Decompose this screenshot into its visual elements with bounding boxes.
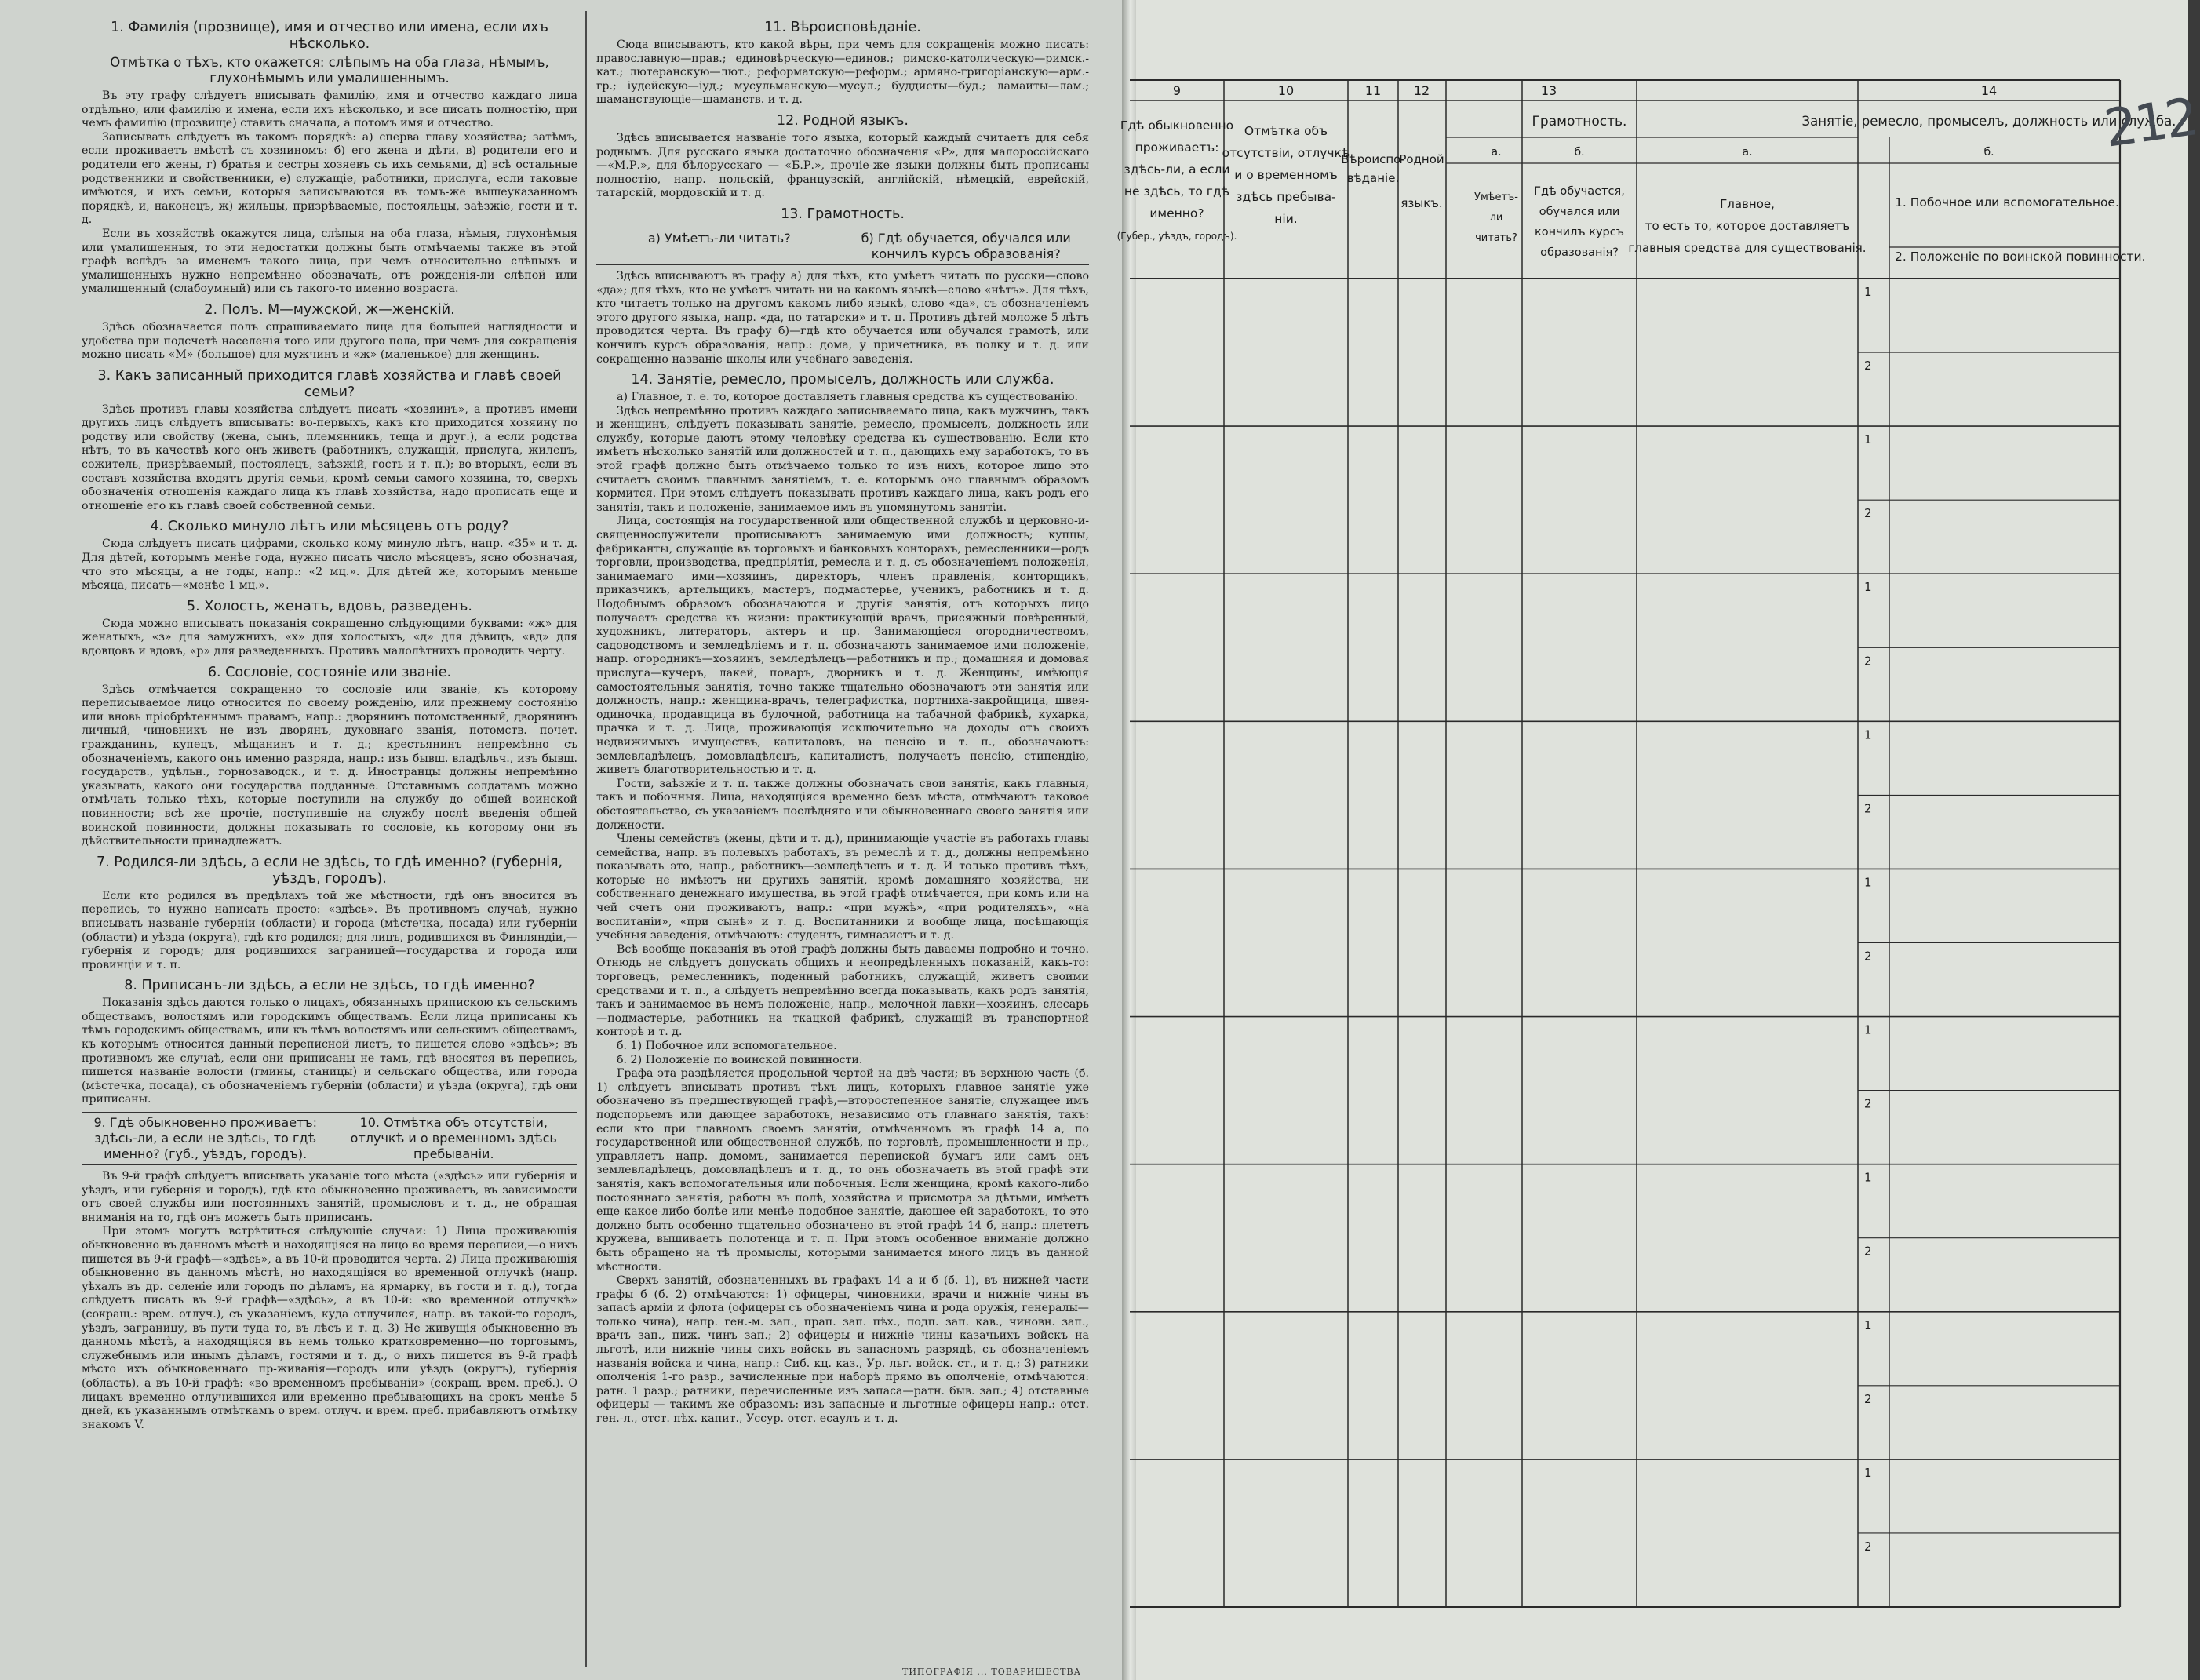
paired-heading-cell: а) Умѣетъ-ли читать?: [647, 230, 791, 246]
col13b-text-line: образованія?: [1540, 246, 1619, 259]
printer-footer: ТИПОГРАФІЯ ... ТОВАРИЩЕСТВА: [902, 1667, 1081, 1677]
section-heading: 6. Сословіе, состояніе или званіе.: [207, 664, 452, 680]
row-subline-marker: 1: [1864, 432, 1872, 447]
row-subline-marker: 2: [1864, 1391, 1872, 1406]
col9-header-line: здѣсь-ли, а если: [1124, 162, 1230, 177]
instruction-item: б. 1) Побочное или вспомогательное.: [617, 1040, 837, 1052]
col10-header-line: отсутствіи, отлучкѣ: [1222, 146, 1350, 160]
col9-header-line: (Губер., уѣздъ, городъ).: [1116, 231, 1237, 242]
column-number: 11: [1364, 83, 1382, 98]
section-heading: 13. Грамотность.: [781, 206, 905, 222]
section-heading: 1. Фамилія (прозвище), имя и отчество или имена, если ихъ нѣсколько.: [111, 20, 548, 52]
row-subline-marker: 2: [1864, 359, 1872, 374]
column-number: 12: [1413, 83, 1430, 98]
instruction-paragraph: Всѣ вообще показанія въ этой графѣ должны быть даваемы подробно и точно. Отнюдь не слѣдуетъ допускать общихъ и неопредѣленныхъ показаній, какъ-то: торговецъ, ремесленникъ, поденный работникъ, служащій, живетъ своими средствами и т. п., а слѣдуетъ непремѣнно всегда показывать, какъ родъ занятія, такъ и занимаемое въ немъ положеніе, напр., мелочной лавки—хозяинъ, слесарь—подмастерье, работникъ на ткацкой фабрикѣ, служащій въ транспортной конторѣ и т. д.: [596, 942, 1089, 1039]
section-heading: 14. Занятіе, ремесло, промыселъ, должность или служба.: [631, 372, 1054, 388]
column-number: 14: [1980, 83, 1998, 98]
row-subline-marker: 1: [1864, 1317, 1872, 1332]
col11-header-line: вѣданіе.: [1346, 171, 1400, 185]
paired-heading-cell: 10. Отмѣтка объ отсутствіи, отлучкѣ и о временномъ здѣсь пребываніи.: [330, 1113, 578, 1164]
row-subline-marker: 1: [1864, 580, 1872, 595]
row-subline-marker: 2: [1864, 1244, 1872, 1259]
row-subline-marker: 2: [1864, 506, 1872, 521]
col12-header-line: Родной: [1399, 152, 1444, 166]
section-heading: 12. Родной языкъ.: [777, 112, 909, 129]
instruction-paragraph: Если въ хозяйствѣ окажутся лица, слѣпыя на оба глаза, нѣмыя, глухонѣмыя или умалишенныя, то эти недостатки должны быть отмѣчаемы также въ этой графѣ вслѣдъ за именемъ такого лица, при чемъ относительно слѣпыхъ и умалишенныхъ нужно непремѣнно обозначать, отъ рожденія-ли слѣпой или умалишенный (слабоумный) или съ такого-то именно возраста.: [82, 227, 577, 296]
col13a-text-line: читать?: [1475, 232, 1517, 244]
handwritten-page-number: 212: [2100, 86, 2200, 159]
col14b2-header: 2. Положеніе по воинской повинности.: [1895, 250, 2146, 264]
row-subline-marker: 1: [1864, 1465, 1872, 1480]
instruction-paragraph: Записывать слѣдуетъ въ такомъ порядкѣ: а) сперва главу хозяйства; затѣмъ, если проживаетъ вмѣстѣ съ хозяиномъ: б) его жена и дѣти, в) родители его и родители его жены, г) братья и сестры хозяевъ съ ихъ семьями, д) всѣ остальные родственники и свойственники, е) служащіе, работники, прислуга, если таковые имѣются, и ихъ семьи, которыя записываются въ томъ-же вышеуказанномъ порядкѣ, и, наконецъ, ж) жильцы, призрѣваемые, постояльцы, заѣзжіе, гости и т. д.: [82, 130, 577, 227]
section-heading: 4. Сколько минуло лѣтъ или мѣсяцевъ отъ роду?: [150, 519, 509, 535]
instruction-paragraph: Сверхъ занятій, обозначенныхъ въ графахъ 14 а и б (б. 1), въ нижней части графы б (б. 2) отмѣчаются: 1) офицеры, чиновники, врачи и нижніе чины въ запасѣ арміи и флота (офицеры съ обозначеніемъ чина и рода оружія, генералы—только чина), напр. ген.-м. зап., прап. зап. пѣх., подп. зап. кав., чиновн. зап., врачъ зап., пиж. чинъ зап.; 2) офицеры и нижніе чины казачьихъ войскъ на льготѣ, или нижніе чины сихъ войскъ въ запасномъ разрядѣ, съ обозначеніемъ названія войска и чина, напр.: Сиб. кц. каз., Ур. льг. войск. ст., и т. д.; 3) ратники ополченія 1-го разр., зачисленные при наборѣ прямо въ ополченіе, отмѣчаются: ратн. 1 разр.; ратники, перечисленные изъ запаса—ратн. быв. зап.; 4) отставные офицеры — такимъ же образомъ: изъ запасные и льготные офицеры напр.: отст. ген.-л., отст. пѣх. капит., Уссур. отст. есаулъ и т. д.: [596, 1274, 1089, 1426]
col13a-text-line: Умѣетъ-: [1474, 191, 1518, 203]
instruction-paragraph: Здѣсь вписывается названіе того языка, который каждый считаетъ для себя роднымъ. Для русскаго языка достаточно обозначенія «Р», для малороссійскаго—«М.Р.», для бѣлорусскаго — «Б.Р.», прочіе-же языки должны быть прописаны полностію, напр. польскій, французскій, англійскій, нѣмецкій, еврейскій, татарскій, мордовскій и т. д.: [596, 131, 1089, 200]
row-subline-marker: 1: [1864, 875, 1872, 890]
col13b-text-line: обучался или: [1539, 206, 1620, 218]
instruction-paragraph: Лица, состоящія на государственной или общественной службѣ и церковно-и-священнослужители прописываютъ занимаемую ими должность; купцы, фабриканты, служащіе въ торговыхъ и банковыхъ конторахъ, ремесленники—родъ торговли, производства, предпріятія, ремесла и т. д. съ обозначеніемъ положенія, занимаемаго ими—хозяинъ, директоръ, членъ правленія, конторщикъ, приказчикъ, артельщикъ, мастеръ, подмастерье, ученикъ, работникъ и т. д. Подобнымъ образомъ обозначаются и другія занятія, отъ которыхъ лицо получаетъ средства къ жизни: практикующій врачъ, присяжный повѣренный, художникъ, литераторъ, актеръ и пр. Занимающіеся огородничествомъ, садоводствомъ и земледѣліемъ и т. п. обозначаютъ занимаемое ими положеніе, напр. огородникъ—хозяинъ, земледѣлецъ—работникъ и пр.; домашняя и домовая прислуга—кучеръ, лакей, поваръ, дворникъ и т. д. Женщины, имѣющія самостоятельныя занятія, точно также тщательно обозначаютъ эти занятія или должность, напр.: женщина-врачъ, телеграфистка, портниха-закройщица, швея-одиночка, продавщица въ булочной, работница на табачной фабрикѣ, кухарка, прачка и т. д. Лица, проживающія исключительно на доходы отъ своихъ недвижимыхъ имуществъ, капиталовъ, на пенсію и т. п., обозначаютъ: землевладѣлецъ, домовладѣлецъ, капиталистъ, получаетъ пенсію, стипендію, живетъ благотворительностью и т. д.: [596, 515, 1089, 777]
instruction-paragraph: Сюда можно вписывать показанія сокращенно слѣдующими буквами: «ж» для женатыхъ, «з» для замужнихъ, «х» для холостыхъ, «д» для дѣвицъ, «вд» для вдовцовъ и вдовъ, «р» для разведенныхъ. Противъ малолѣтнихъ проводить черту.: [82, 617, 577, 658]
instruction-item: б. 2) Положеніе по воинской повинности.: [617, 1053, 863, 1066]
row-subline-marker: 2: [1864, 1539, 1872, 1554]
instruction-paragraph: Сюда слѣдуетъ писать цифрами, сколько кому минуло лѣтъ, напр. «35» и т. д. Для дѣтей, которымъ менѣе года, нужно писать число мѣсяцевъ, ясно обозначая, что это мѣсяцы, а не годы, напр.: «2 мц.». Для дѣтей же, которымъ меньше мѣсяца, писать—«менѣе 1 мц.».: [82, 538, 577, 592]
col12-header-line: языкъ.: [1400, 196, 1443, 210]
col14b-letter: б.: [1983, 146, 1994, 159]
col10-header-line: и о временномъ: [1234, 168, 1338, 182]
instruction-paragraph: Графа эта раздѣляется продольной чертой на двѣ части; въ верхнюю часть (б. 1) слѣдуетъ вписывать противъ тѣхъ лицъ, которыхъ главное занятіе уже обозначено въ предшествующей графѣ,—второстепенное занятіе, служащее имъ подспорьемъ или дающее заработокъ, независимо отъ главнаго занятія, такъ: если кто при главномъ своемъ занятіи, отмѣченномъ въ графѣ 14 а, по государственной или общественной службѣ, по торговлѣ, промышленности и пр., управляетъ напр. домомъ, занимается перепиской бумагъ или самъ онъ землевладѣлецъ, домовладѣлецъ и т. д., то онъ обозначаетъ въ этой графѣ эти занятія, какъ вспомогательныя или побочныя. Если женщина, кромѣ какого-либо постояннаго занятія, работы въ полѣ, хозяйства и присмотра за дѣтьми, имѣетъ еще какое-либо болѣе или менѣе подобное занятіе, дающее ей заработокъ, то это должно быть особенно тщательно обозначено въ этой графѣ 14 б, напр.: плететъ кружева, вышиваетъ полотенца и т. п. При этомъ особенное вниманіе должно быть обращено на тѣ промыслы, которыми занимается много лицъ въ данной мѣстности.: [596, 1067, 1089, 1274]
col9-header-line: не здѣсь, то гдѣ: [1124, 184, 1230, 199]
instruction-paragraph: Сюда вписываютъ, кто какой вѣры, при чемъ для сокращенія можно писать: православную—прав.; единовѣрческую—единов.; римско-католическую—римск.-кат.; лютеранскую—лют.; реформатскую—реформ.; армяно-григоріанскую—арм.-гр.; іудейскую—іуд.; мусульманскую—мусул.; буддисты—буд.; ламаиты—лам.; шаманствующіе—шаманств. и т. д.: [596, 38, 1089, 107]
col14a-letter: а.: [1742, 146, 1753, 159]
instruction-paragraph: Въ 9-й графѣ слѣдуетъ вписывать указаніе того мѣста («здѣсь» или губернія и уѣздъ, или губернія и городъ), гдѣ кто обыкновенно проживаетъ, въ зависимости отъ своей службы или постоянныхъ занятій, промысловъ и т. д., не обращая вниманія на то, гдѣ онъ можетъ быть приписанъ.: [82, 1170, 577, 1224]
row-subline-marker: 1: [1864, 285, 1872, 299]
instruction-paragraph: Въ эту графу слѣдуетъ вписывать фамилію, имя и отчество каждаго лица отдѣльно, или фамилію и имена, если ихъ нѣсколько, и все писать полностію, при чемъ фамилію (прозвище) ставить сначала, а потомъ имя и отчество.: [82, 89, 577, 130]
col13b-letter: б.: [1574, 146, 1585, 159]
instruction-paragraph: Здѣсь отмѣчается сокращенно то сословіе или званіе, къ которому переписываемое лицо относится по своему рожденію, или прежнему состоянію или вновь пріобрѣтеннымъ правамъ, напр.: дворянинъ потомственный, дворянинъ личный, чиновникъ не изъ дворянъ, духовнаго званія, потомств. почет. гражданинъ, купецъ, мѣщанинъ и т. д.; крестьянинъ непремѣнно съ обозначеніемъ, какого онъ именно разряда, напр.: изъ бывш. владѣльч., изъ бывш. государств., удѣльн., горнозаводск., и т. д. Иностранцы должны непремѣнно указывать, какого они государства подданные. Отставнымъ солдатамъ можно отмѣчать только тѣхъ, которые поступили на службу до общей воинской повинности; всѣ же прочіе, поступившіе на службу послѣ введенія общей воинской повинности, должны показывать то сословіе, къ которому они въ дѣйствительности принадлежатъ.: [82, 683, 577, 848]
section-heading: 5. Холостъ, женатъ, вдовъ, разведенъ.: [187, 598, 472, 614]
col10-header-line: Отмѣтка объ: [1244, 124, 1328, 138]
instruction-paragraph: Здѣсь непремѣнно противъ каждаго записываемаго лица, какъ мужчинъ, такъ и женщинъ, слѣдуетъ показывать занятіе, ремесло, промыселъ, должность или службу, которые даютъ этому человѣку средства къ существованію. Если кто имѣетъ нѣсколько занятій или должностей и т. п., дающихъ ему заработокъ, то въ этой графѣ должно быть отмѣчаемо только то изъ нихъ, которое лицо это считаетъ своимъ главнымъ занятіемъ, т. е. которымъ оно главнымъ образомъ кормится. При этомъ слѣдуетъ показывать противъ каждаго лица, какъ родъ его занятія, такъ и положеніе, занимаемое имъ въ упомянутомъ занятіи.: [596, 404, 1089, 514]
col14a-text-line: Главное,: [1720, 197, 1775, 211]
instruction-paragraph: Здѣсь вписываютъ въ графу а) для тѣхъ, кто умѣетъ читать по русски—слово «да»; для тѣхъ, кто не умѣетъ читать ни на какомъ языкѣ—слово «нѣтъ». Для тѣхъ, кто читаетъ только на другомъ какомъ либо языкѣ, слово «да», съ обозначеніемъ этого другого языка, напр. «да, по татарски» и т. п. Противъ дѣтей моложе 5 лѣтъ проводится черта. Въ графу б)—гдѣ кто обучается или обучался грамотѣ, или кончилъ курсъ образованія, напр.: дома, у причетника, въ полку и т. д. или сокращенно названіе школы или учебнаго заведенія.: [596, 269, 1089, 366]
col13b-text-line: Гдѣ обучается,: [1534, 185, 1625, 198]
col13a-text-line: ли: [1489, 212, 1503, 224]
instruction-paragraph: Члены семействъ (жены, дѣти и т. д.), принимающіе участіе въ работахъ главы семейства, напр. въ полевыхъ работахъ, въ ремеслѣ и т. д., должны непремѣнно показывать это, напр., работникъ—земледѣлецъ и т. д. И только противъ тѣхъ, которые не имѣютъ ни другихъ занятій, кромѣ домашняго хозяйства, ни собственнаго денежнаго имущества, въ этой графѣ отмѣчается, при комъ или на чей счетъ они проживаютъ, напр.: «при мужѣ», «при родителяхъ», «на воспитаніи», «при сынѣ» и т. д. Воспитанники и вообще лица, посѣщающія учебныя заведенія, отмѣчаютъ: студентъ, гимназистъ и т. д.: [596, 833, 1089, 942]
col13-header: Грамотность.: [1532, 114, 1627, 129]
instruction-paragraph: Здѣсь противъ главы хозяйства слѣдуетъ писать «хозяинъ», а противъ имени другихъ лицъ слѣдуетъ вписывать: во-первыхъ, какъ кто приходится хозяину по родству или свойству (жена, сынъ, племянникъ, теща и друг.), а если родства нѣтъ, то въ качествѣ кого онъ живетъ (работникъ, служащій, прислуга, жилецъ, сожитель, призрѣваемый, постоялецъ, заѣзжій, гость и т. п.); во-вторыхъ, если въ составъ хозяйства входятъ другія семьи, кромѣ семьи самого хозяина, то, сверхъ обозначенія отношенія каждаго лица къ главѣ хозяйства, надо прописать еще и отношеніе его къ главѣ своей собственной семьи.: [82, 403, 577, 512]
col14b1-header: 1. Побочное или вспомогательное.: [1895, 195, 2119, 210]
section-heading: 7. Родился-ли здѣсь, а если не здѣсь, то гдѣ именно? (губернія, уѣздъ, городъ).: [96, 854, 563, 887]
instruction-paragraph: Показанія здѣсь даются только о лицахъ, обязанныхъ припискою къ сельскимъ обществамъ, волостямъ или городскимъ обществамъ. Если лица приписаны къ тѣмъ городскимъ обществамъ, или къ тѣмъ волостямъ или сельскимъ обществамъ, къ которымъ относится данный переписной листъ, то пишется слово «здѣсь»; въ противномъ же случаѣ, если они приписаны не тамъ, гдѣ вносятся въ перепись, пишется названіе волости (гмины, станицы) и сельскаго общества, или города (мѣстечка, посада), съ обозначеніемъ губерніи (области) и уѣзда (округа), гдѣ они приписаны.: [82, 997, 577, 1106]
row-subline-marker: 2: [1864, 654, 1872, 669]
col10-header-line: здѣсь пребыва-: [1236, 190, 1336, 204]
row-subline-marker: 1: [1864, 1022, 1872, 1037]
instruction-paragraph: Гости, заѣзжіе и т. п. также должны обозначать свои занятія, какъ главныя, такъ и побочныя. Лица, находящіяся временно безъ мѣста, отмѣчаютъ таковое обстоятельство, съ указаніемъ послѣдняго или обыкновеннаго своего занятія или должности.: [596, 777, 1089, 832]
instruction-paragraph: а) Главное, т. е. то, которое доставляетъ главныя средства къ существованію.: [617, 391, 1078, 404]
instruction-paragraph: Здѣсь обозначается полъ спрашиваемаго лица для большей наглядности и удобства при подсчетѣ населенія того или другого пола, при чемъ для сокращенія можно писать «М» (большое) для мужчинъ и «ж» (маленькое) для женщинъ.: [82, 320, 577, 362]
row-subline-marker: 2: [1864, 1096, 1872, 1111]
paired-heading-cell: б) Гдѣ обучается, обучался или кончилъ курсъ образованія?: [843, 228, 1090, 264]
row-subline-marker: 2: [1864, 949, 1872, 964]
column-number: 10: [1277, 83, 1295, 98]
instruction-paragraph: При этомъ могутъ встрѣтиться слѣдующіе случаи: 1) Лица проживающія обыкновенно въ данномъ мѣстѣ и находящіяся на лицо во время переписи,—о нихъ пишется въ 9-й графѣ—«здѣсь», а въ 10-й проводится черта. 2) Лица проживающія обыкновенно въ данномъ мѣстѣ, но находящіяся во временной отлучкѣ (напр. уѣхалъ въ др. селеніе или городъ по дѣламъ, на ярмарку, въ гости и т. д.), тогда слѣдуетъ писать въ 9-й графѣ—«здѣсь», а въ 10-й: «во временной отлучкѣ» (сокращ.: врем. отлуч.), съ указаніемъ, куда отлучился, напр. въ такой-то городъ, уѣздъ, заграницу, въ пути туда то, въ лѣсъ и т. д. 3) Не живущія обыкновенно въ данномъ мѣстѣ, а находящіяся въ немъ только кратковременно—по торговымъ, служебнымъ или инымъ дѣламъ, гостями и т. д., о нихъ пишется въ 9-й графѣ мѣсто ихъ обыкновеннаго пр-живанія—городъ или уѣздъ (округъ), губернія (область), а въ 10-й графѣ: «во временномъ пребываніи» (сокращ. врем. преб.). О лицахъ временно отлучившихся или временно пребывающихъ на срокъ менѣе 5 дней, къ указаннымъ отмѣткамъ о врем. отлуч. и врем. преб. прибавляютъ отмѣтку знакомъ V.: [82, 1225, 577, 1431]
col14-header: Занятіе, ремесло, промыселъ, должность или служба.: [1801, 114, 2176, 129]
row-subline-marker: 1: [1864, 727, 1872, 742]
col13b-text-line: кончилъ курсъ: [1535, 226, 1624, 239]
section-heading: 11. Вѣроисповѣданіе.: [764, 20, 921, 35]
col9-header-line: Гдѣ обыкновенно: [1120, 118, 1234, 133]
section-heading: 3. Какъ записанный приходится главѣ хозяйства и главѣ своей семьи?: [97, 367, 562, 400]
col9-header-line: проживаетъ:: [1135, 140, 1219, 155]
section-heading: 2. Полъ. М—мужской, ж—женскій.: [204, 301, 455, 318]
row-subline-marker: 1: [1864, 1170, 1872, 1185]
instruction-paragraph: Если кто родился въ предѣлахъ той же мѣстности, гдѣ онъ вносится въ перепись, то нужно написать просто: «здѣсь». Въ противномъ случаѣ, нужно вписывать названіе губерніи (области) и города (мѣстечка, посада) или губерніи (области) и уѣзда (округа), гдѣ кто родился; для лицъ, родившихся въ Финляндіи,—губернія и городъ; для родившихся заграницей—государства и города или провинціи и т. п.: [82, 889, 577, 971]
col10-header-line: ніи.: [1274, 212, 1298, 226]
col14a-text-line: главныя средства для существованія.: [1628, 241, 1867, 255]
col13a-letter: а.: [1491, 146, 1502, 159]
paired-heading-cell: 9. Гдѣ обыкновенно проживаетъ: здѣсь-ли, а если не здѣсь, то гдѣ именно? (губ., уѣздъ, городъ).: [93, 1115, 318, 1162]
column-number: 13: [1540, 83, 1557, 98]
section-subheading: Отмѣтка о тѣхъ, кто окажется: слѣпымъ на оба глаза, нѣмымъ, глухонѣмымъ или умалишеннымъ.: [110, 55, 549, 86]
row-subline-marker: 2: [1864, 801, 1872, 816]
col9-header-line: именно?: [1149, 206, 1204, 220]
col14a-text-line: то есть то, которое доставляетъ: [1645, 219, 1850, 233]
col11-header-line: Вѣроиспо-: [1341, 152, 1405, 166]
column-number: 9: [1172, 83, 1182, 98]
section-heading: 8. Приписанъ-ли здѣсь, а если не здѣсь, то гдѣ именно?: [124, 978, 535, 994]
